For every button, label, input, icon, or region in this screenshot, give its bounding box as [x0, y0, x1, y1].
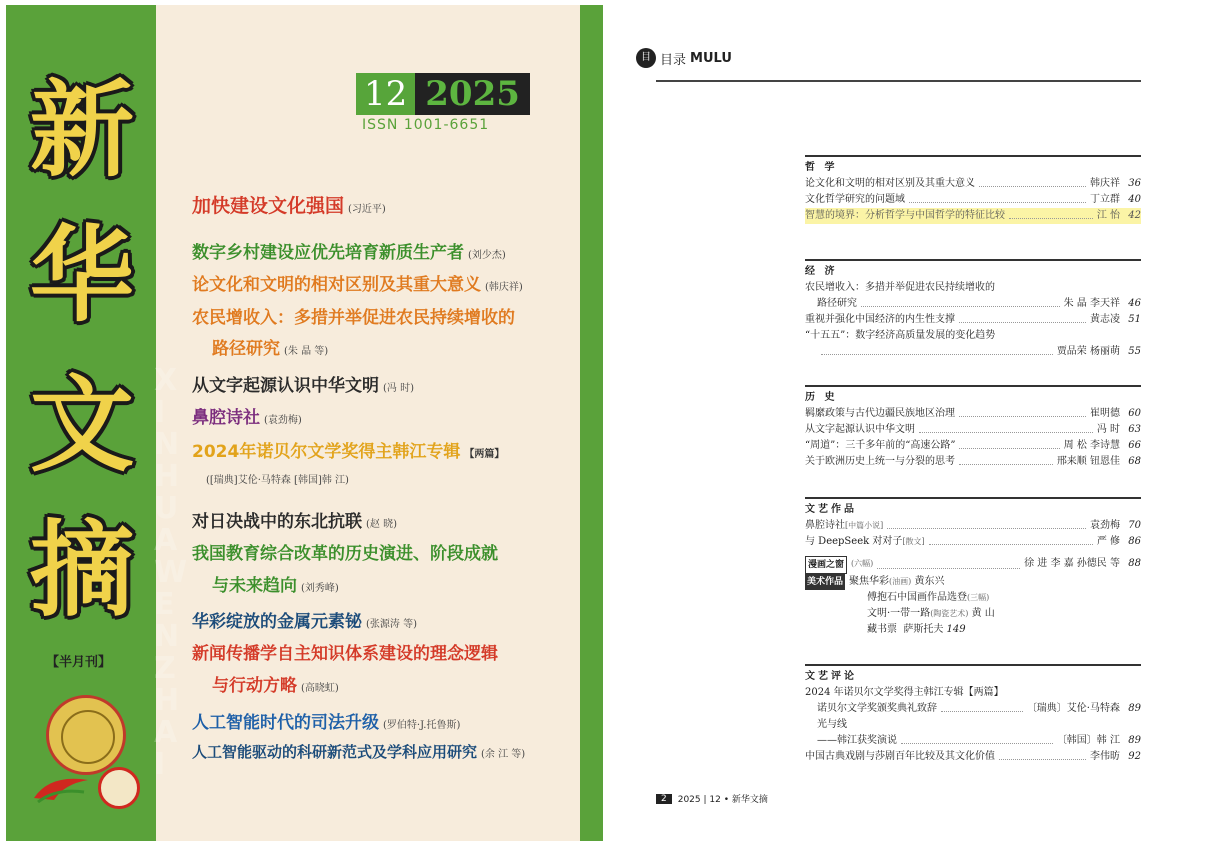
toc-entry[interactable]: 鼻腔诗社 [中篇小说] 袁劲梅 70: [805, 520, 1141, 531]
issue-badge: [356, 73, 530, 115]
footer-text: 2025 | 12 • 新华文摘: [677, 795, 768, 805]
section-rule: [805, 385, 1141, 387]
toc-header-en: MULU: [690, 50, 732, 66]
emblem-logo-icon: [98, 767, 140, 809]
toc-entry[interactable]: 诺贝尔文学奖颁奖典礼致辞 〔瑞典〕艾伦·马特森 89: [817, 703, 1141, 714]
masthead-char-4: 摘: [29, 509, 134, 631]
issue-year: 2025: [415, 73, 530, 115]
toc-entry[interactable]: 贾品荣 杨丽萌 55: [805, 344, 1141, 360]
toc-entry[interactable]: ——韩江获奖演说 〔韩国〕韩 江 89: [817, 735, 1141, 746]
toc-entry-highlighted[interactable]: 智慧的境界：分析哲学与中国哲学的特征比较 江 怡 42: [805, 208, 1141, 224]
toc-section-economy: [805, 259, 1141, 360]
publisher-logo-icon: [30, 770, 92, 806]
toc-section-literature: [805, 497, 1141, 638]
toc-entry[interactable]: 路径研究 朱 晶 李天祥 46: [817, 298, 1141, 309]
header-divider: [656, 80, 1141, 82]
toc-entry[interactable]: 关于欧洲历史上统一与分裂的思考 邢来顺 钮恩佳 68: [805, 456, 1141, 467]
issn: ISSN 1001-6651: [362, 117, 490, 133]
toc-entry[interactable]: “周道”：三千多年前的“高速公路” 周 松 李诗慧 66: [805, 440, 1141, 451]
cover-headline: 人工智能驱动的科研新范式及学科应用研究 (余 江 等): [192, 743, 526, 761]
section-title: 经 济: [805, 266, 838, 277]
toc-entry[interactable]: 羁縻政策与古代边疆民族地区治理 崔明德 60: [805, 408, 1141, 419]
toc-section-criticism: [805, 664, 1141, 765]
toc-entry[interactable]: 中国古典戏剧与莎剧百年比较及其文化价值 李伟昉 92: [805, 751, 1141, 762]
section-title: 历 史: [805, 392, 838, 403]
toc-entry[interactable]: 美术作品 聚焦华彩 (油画) 黄东兴: [805, 574, 1141, 590]
section-rule: [805, 155, 1141, 157]
toc-entry[interactable]: 文化哲学研究的问题域 丁立群 40: [805, 194, 1141, 205]
section-title: 哲 学: [805, 162, 838, 173]
issue-number: 12: [356, 73, 415, 115]
toc-entry[interactable]: 论文化和文明的相对区别及其重大意义 韩庆祥 36: [805, 178, 1141, 189]
masthead-char-1: 新: [29, 69, 134, 191]
toc-entry[interactable]: 藏书票 萨斯托夫 149: [867, 624, 966, 635]
cover-headline: 华彩绽放的金属元素铋 (张源涛 等): [192, 612, 417, 632]
cartoon-window-label: 漫画之窗: [805, 556, 847, 574]
toc-header: [636, 48, 732, 68]
masthead-char-3: 文: [29, 364, 134, 486]
toc-section-history: [805, 385, 1141, 470]
page-footer: [656, 792, 768, 805]
cover-subline: ([瑞典]艾伦·马特森 [韩国]韩 江): [206, 475, 349, 486]
section-rule: [805, 259, 1141, 261]
section-rule: [805, 497, 1141, 499]
frequency-label: 【半月刊】: [46, 655, 112, 670]
toc-entry[interactable]: 光与线: [817, 719, 847, 730]
toc-entry[interactable]: 2024 年诺贝尔文学奖得主韩江专辑【两篇】: [805, 687, 1004, 698]
page-number: 2: [656, 794, 672, 804]
masthead-char-2: 华: [29, 214, 134, 336]
cover-headline: 数字乡村建设应优先培育新质生产者 (刘少杰): [192, 243, 506, 263]
cover-headline: 加快建设文化强国 (习近平): [192, 195, 386, 217]
toc-entry[interactable]: 傅抱石中国画作品选登 (三幅): [867, 592, 990, 603]
section-title: 文艺评论: [805, 671, 857, 682]
toc-entry[interactable]: “十五五”：数字经济高质量发展的变化趋势: [805, 330, 996, 341]
cover-headline: 从文字起源认识中华文明 (冯 时): [192, 376, 414, 396]
toc-entry[interactable]: 文明·一带一路 (陶瓷艺术) 黄 山: [867, 608, 995, 619]
cover-headline: 新闻传播学自主知识体系建设的理念逻辑: [192, 644, 498, 664]
cover-headline: 我国教育综合改革的历史演进、阶段成就: [192, 544, 498, 564]
section-rule: [805, 664, 1141, 666]
toc-entry[interactable]: 漫画之窗 (六幅) 徐 进 李 嘉 孙德民 等 88: [805, 556, 1141, 574]
cover-headline: 鼻腔诗社 (袁劲梅): [192, 408, 302, 428]
award-seal-icon: [46, 695, 126, 775]
magazine-cover: [6, 5, 603, 841]
section-title: 文艺作品: [805, 504, 857, 515]
toc-entry[interactable]: 农民增收入：多措并举促进农民持续增收的: [805, 282, 995, 293]
cover-ghost-text: XINHUA WENZHAI: [154, 363, 188, 782]
cover-headline: 人工智能时代的司法升级 (罗伯特·J.托鲁斯): [192, 713, 461, 733]
toc-entry[interactable]: 重视并强化中国经济的内生性支撑 黄志凌 51: [805, 314, 1141, 325]
toc-section-philosophy: [805, 155, 1141, 224]
toc-entry[interactable]: 与 DeepSeek 对对子 [散文] 严 修 86: [805, 536, 1141, 547]
cover-headline: 论文化和文明的相对区别及其重大意义 (韩庆祥): [192, 275, 523, 295]
art-works-label: 美术作品: [805, 574, 845, 590]
cover-headline: 对日决战中的东北抗联 (赵 晓): [192, 512, 397, 532]
cover-headline: 与未来趋向 (刘秀峰): [212, 576, 339, 596]
cover-headline: 农民增收入：多措并举促进农民持续增收的: [192, 308, 515, 328]
toc-entry[interactable]: 从文字起源认识中华文明 冯 时 63: [805, 424, 1141, 435]
toc-header-icon: 目: [636, 48, 656, 68]
cover-headline: 与行动方略 (高晓虹): [212, 676, 339, 696]
cover-headline: 路径研究 (朱 晶 等): [212, 339, 329, 359]
toc-header-cn: 目录: [660, 52, 687, 68]
cover-headline: 2024年诺贝尔文学奖得主韩江专辑 【两篇】: [192, 442, 505, 462]
